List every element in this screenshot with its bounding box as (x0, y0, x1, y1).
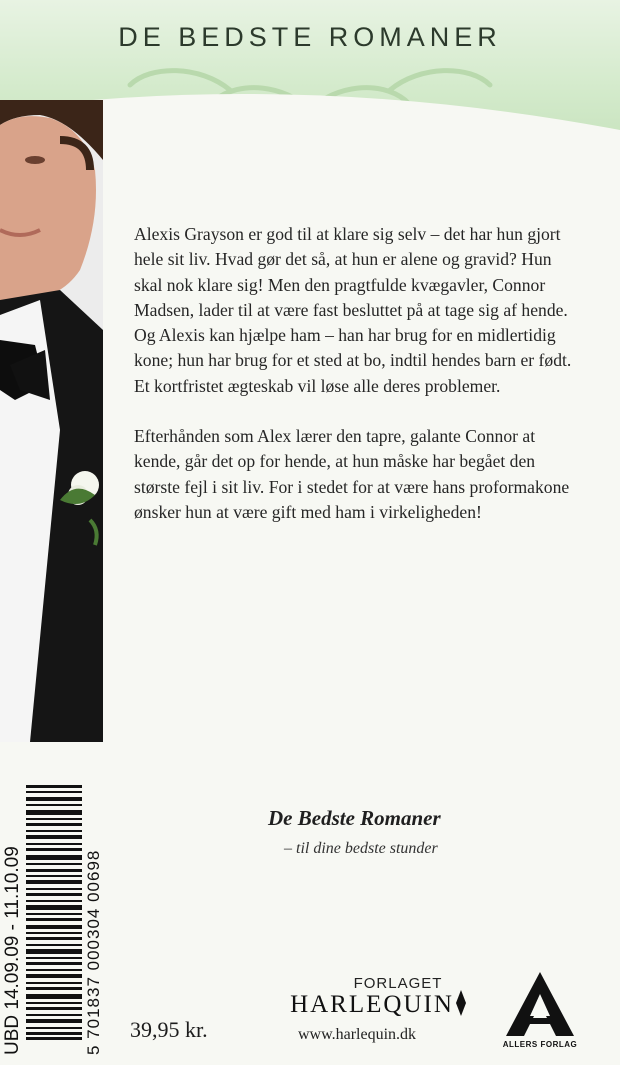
blurb (134, 222, 584, 550)
publisher-name (278, 990, 478, 1019)
series-title: DE BEDSTE ROMANER (118, 22, 502, 52)
barcode-digits: 5 701837 000304 00698 (84, 849, 103, 1055)
price: 39,95 kr. (130, 1017, 208, 1042)
barcode-dates: UBD 14.09.09 - 11.10.09 (2, 846, 23, 1055)
blurb-paragraph-2: Efterhånden som Alex lærer den tapre, galante Connor at kende, går det op for hende, at hun måske har begået den største fejl i sit liv. For i stedet for at være hans proformakone ønsker hun at være gift med ham i virkeligheden! (134, 426, 570, 522)
publisher-forlaget: FORLAGET (353, 975, 443, 992)
publisher-url: www.harlequin.dk (298, 1026, 417, 1043)
diamond-icon (456, 990, 466, 1016)
series-tagline: De Bedste Romaner (268, 806, 441, 830)
allers-a-icon (500, 968, 580, 1040)
publisher-logo (278, 975, 478, 1019)
blurb-paragraph-1: Alexis Grayson er god til at klare sig selv – det har hun gjort hele sit liv. Hvad gør det så, at hun er alene og gravid? Hun skal nok klare sig! Men den pragtfulde kvægavler, Connor Madsen, lader til at være fast besluttet på at tage sig af hende. Og Alexis kan hjælpe ham – han har brug for en midlertidig kone; hun har brug for et sted at bo, indtil hendes barn er født. Et kortfristet ægteskab vil løse alle deres problemer. (134, 224, 572, 396)
publisher-name-text: HARLEQUIN (290, 991, 454, 1018)
allers-label: ALLERS FORLAG (502, 1040, 578, 1049)
barcode (26, 785, 82, 1040)
series-subtagline: – til dine bedste stunder (284, 840, 438, 857)
allers-logo (500, 968, 580, 1058)
cover-photo-groom (0, 100, 103, 742)
